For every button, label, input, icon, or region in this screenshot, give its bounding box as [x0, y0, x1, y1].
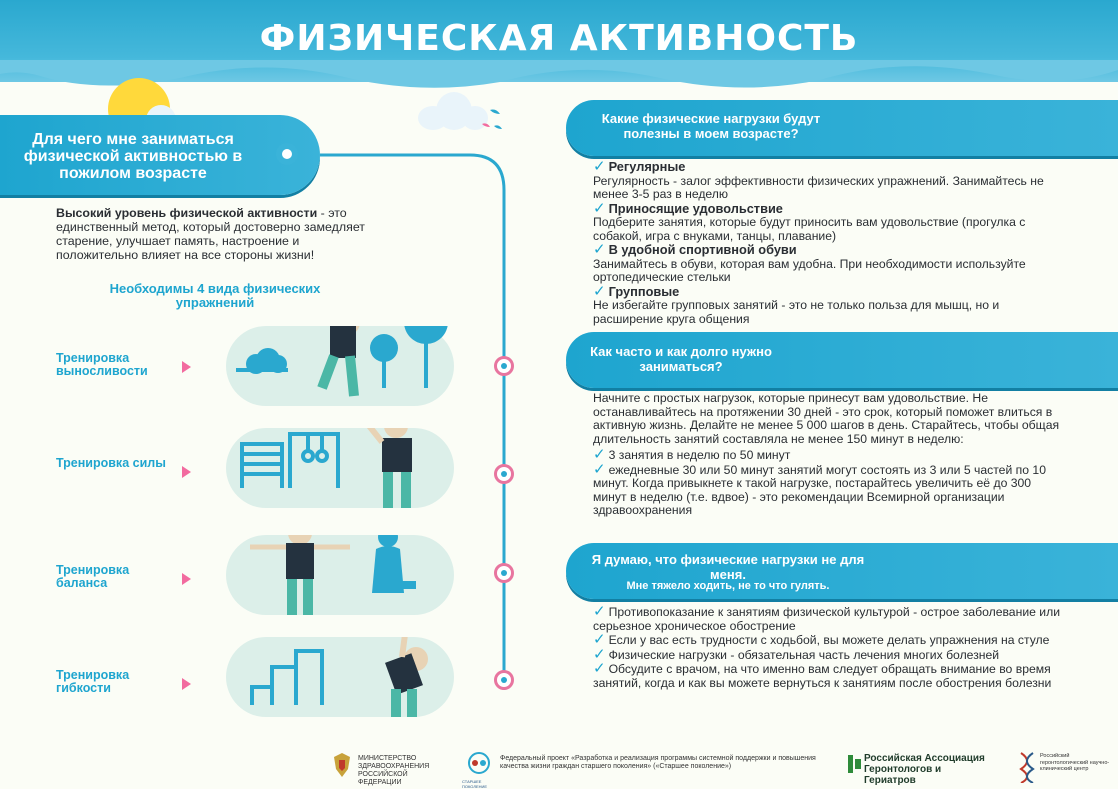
project-logo-text: СТАРШЕЕ ПОКОЛЕНИЕ — [462, 779, 488, 789]
check-icon: ✓ — [593, 199, 606, 217]
check-icon: ✓ — [593, 460, 606, 478]
list-item-text: ежедневные 30 или 50 минут занятий могут состоять из 3 или 5 частей по 10 минут. Когда привыкнете к такой нагрузке, постарайтесь увеличить её до 300 минут в неделю (т.е. вдвое) - это рекомендации Всемирной организации здравоохранения — [593, 462, 1046, 517]
check-icon: ✓ — [593, 282, 606, 300]
exercise-card-balance — [226, 535, 454, 615]
list-item-text: Обсудите с врачом, на что именно вам следует обращать внимание во время занятий, когда и как вы можете вернуться к занятиям после обострения болезни — [593, 662, 1052, 690]
question-banner-1 — [566, 100, 1118, 156]
list-item — [593, 633, 1063, 648]
arrow-icon — [182, 573, 191, 585]
list-item-text: Регулярность - залог эффективности физических упражнений. Занимайтесь не менее 3-5 раз в неделю — [593, 173, 1044, 201]
list-item-text: 3 занятия в неделю по 50 минут — [608, 448, 791, 462]
check-icon: ✓ — [593, 645, 606, 663]
question-2-text: Как часто и как долго нужно заниматься? — [590, 344, 772, 374]
list-item-title: Регулярные — [608, 159, 686, 174]
banner-dot-icon — [276, 143, 298, 165]
arrow-icon — [182, 678, 191, 690]
check-icon: ✓ — [593, 446, 606, 463]
q2-answer — [593, 392, 1063, 518]
exercise-card-endurance — [226, 326, 454, 406]
exercise-label-endurance: Тренировка выносливости — [56, 351, 148, 378]
list-item-title: Групповые — [608, 283, 680, 299]
strength-illustration — [226, 428, 454, 508]
question-1-text: Какие физические нагрузки будут полезны в моем возрасте? — [601, 111, 821, 141]
arrow-icon — [182, 361, 191, 373]
exercise-label-strength: Тренировка силы — [56, 456, 166, 470]
list-item — [593, 199, 1063, 217]
center-name: Российский геронтологический научно-клинический центр — [1040, 753, 1110, 772]
check-icon: ✓ — [593, 603, 606, 620]
runner-illustration — [226, 326, 454, 406]
exercise-card-strength — [226, 428, 454, 508]
timeline-dot-icon — [494, 464, 514, 484]
timeline-dot-icon — [494, 670, 514, 690]
question-banner-2 — [566, 332, 1118, 388]
association-logo-icon — [848, 755, 862, 773]
left-question-banner — [0, 115, 320, 195]
project-logo-icon — [464, 751, 494, 779]
page-title: ФИЗИЧЕСКАЯ АКТИВНОСТЬ — [259, 18, 859, 59]
left-question-text: Для чего мне заниматься физической активностью в пожилом возрасте — [23, 131, 243, 182]
exercise-card-flexibility — [226, 637, 454, 717]
check-icon: ✓ — [593, 631, 606, 648]
q1-answer-list — [593, 160, 1063, 326]
intro-paragraph — [56, 206, 376, 262]
check-icon: ✓ — [593, 241, 606, 258]
federal-project-text: Федеральный проект «Разработка и реализация программы системной поддержки и повышения качества жизни граждан старшего поколения» («Старшее поколение») — [500, 755, 816, 770]
list-item — [593, 605, 1063, 633]
exercise-label-flexibility: Тренировка гибкости — [56, 668, 130, 695]
list-item-text: Не избегайте групповых занятий - это не только польза для мышц, но и расширение круга общения — [593, 298, 1000, 326]
question-3-subtext: Мне тяжело ходить, не то что гулять. — [626, 580, 830, 592]
list-item — [593, 243, 1063, 258]
q3-answer-list — [593, 605, 1063, 690]
list-item-text: Физические нагрузки - обязательная часть лечения многих болезней — [608, 647, 1000, 662]
timeline-dot-icon — [494, 356, 514, 376]
arrow-icon — [182, 466, 191, 478]
list-item-text: Противопоказание к занятиям физической культурой - острое заболевание или серьезное хроническое обострение — [593, 605, 1061, 633]
exercise-label-balance: Тренировка баланса — [56, 563, 130, 590]
footer — [0, 745, 1118, 789]
birds-icon — [478, 106, 510, 136]
ministry-name: МИНИСТЕРСТВО ЗДРАВООХРАНЕНИЯ РОССИЙСКОЙ ФЕДЕРАЦИИ — [358, 755, 430, 786]
list-item-text: Занимайтесь в обуви, которая вам удобна. При необходимости используйте ортопедические стельки — [593, 256, 1026, 284]
exercise-types-title: Необходимы 4 вида физических упражнений — [109, 281, 321, 310]
list-item — [593, 282, 1063, 300]
intro-bold: Высокий уровень физической активности — [56, 206, 318, 220]
list-item — [593, 645, 1063, 663]
association-name: Российская Ассоциация Геронтологов и Гериатров — [864, 753, 985, 786]
list-item-text: Подберите занятия, которые будут приносить вам удовольствие (прогулка с собакой, игра с внуками, танцы, плавание) — [593, 215, 1026, 243]
list-item-title: В удобной спортивной обуви — [608, 242, 797, 257]
balance-illustration — [226, 535, 454, 615]
list-item — [593, 160, 1063, 175]
list-item — [593, 448, 1063, 463]
question-3-text: Я думаю, что физические нагрузки не для меня. — [591, 552, 865, 582]
list-item — [593, 460, 1063, 518]
list-item — [593, 662, 1063, 690]
list-item-title: Приносящие удовольствие — [608, 200, 783, 216]
header-wave — [0, 60, 1118, 96]
center-logo-icon — [1018, 751, 1036, 783]
check-icon: ✓ — [593, 158, 606, 175]
ministry-emblem-icon — [330, 751, 354, 779]
q2-paragraph: Начните с простых нагрузок, которые принесут вам удовольствие. Не останавливайтесь на протяжении 30 дней - это срок, который поможет влиться в активную жизнь. Делайте не менее 5 000 шагов в день. Старайтесь, чтобы общая длительность занятий составляла не менее 150 минут в неделю: — [593, 391, 1060, 446]
check-icon: ✓ — [593, 660, 606, 677]
intro-text: - это единственный метод, который достоверно замедляет старение, улучшает память, настроение и положительно влияет на все стороны жизни! — [56, 206, 365, 262]
question-banner-3 — [566, 543, 1118, 599]
flexibility-illustration — [226, 637, 454, 717]
list-item-text: Если у вас есть трудности с ходьбой, вы можете делать упражнения на стуле — [608, 633, 1050, 647]
timeline-dot-icon — [494, 563, 514, 583]
